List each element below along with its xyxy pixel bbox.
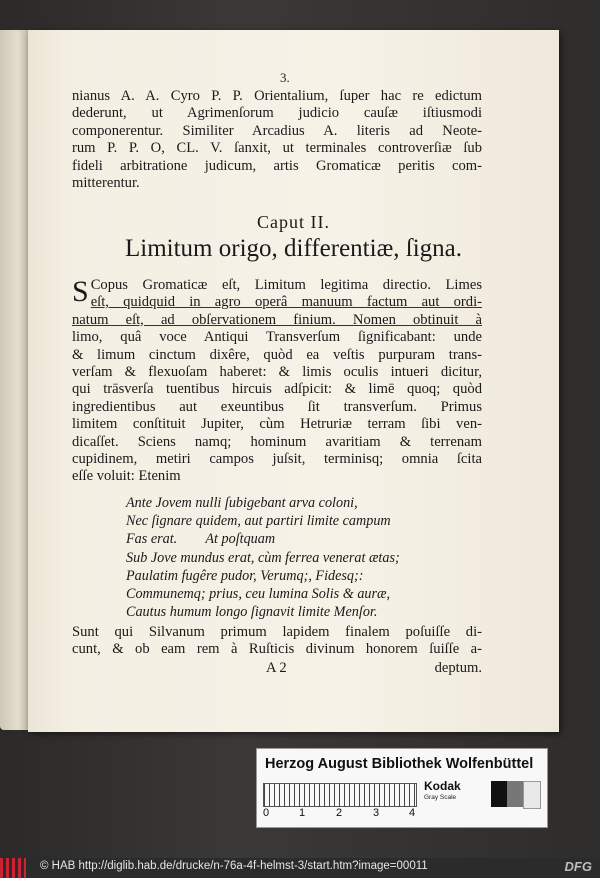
- kodak-logo: Kodak: [424, 779, 461, 793]
- ruler-number: 3: [373, 807, 380, 819]
- page-number: 3.: [280, 70, 290, 85]
- text-line: limo, quâ voce Antiqui Transverſum ſignificabant: unde: [72, 329, 482, 346]
- chapter-subtitle: Limitum origo, differentiæ, ſigna.: [125, 235, 462, 262]
- ruler-number: 1: [299, 807, 306, 819]
- footer-bar: [0, 858, 600, 878]
- dfg-logo: DFG: [564, 859, 592, 874]
- copyright-url[interactable]: © HAB http://diglib.hab.de/drucke/n-76a-4f-helmst-3/start.htm?image=00011: [40, 860, 428, 872]
- verse-line: Sub Jove mundus erat, cùm ferrea venerat ætas;: [126, 549, 400, 566]
- text-line: eſſe voluit: Etenim: [72, 468, 181, 485]
- verse-line: Ante Jovem nulli ſubigebant arva coloni,: [126, 495, 358, 511]
- text-line: nianus A. A. Cyro P. P. Orientalium, ſuper hac re edictum: [72, 88, 482, 104]
- ruler-number: 0: [263, 807, 270, 819]
- verse-line: Fas erat. At poſtquam: [126, 531, 276, 548]
- verse-line: Communemq; prius, ceu lumina Solis & auræ,: [126, 586, 391, 603]
- text-line: & limum cinctum dixêre, quòd ea veſtis purpuram trans-: [72, 346, 482, 363]
- signature-mark: A 2: [266, 660, 287, 676]
- text-line: eſt, quidquid in agro operâ manuum factum aut ordi-: [90, 294, 482, 311]
- text-line: cupidinem, metiri campos juſsit, terminisq; omnia ſcita: [72, 451, 482, 468]
- ruler-number: 4: [409, 807, 416, 819]
- text-line: Copus Gromaticæ eſt, Limitum legitima directio. Limes: [90, 277, 482, 293]
- color-strip: [0, 858, 26, 878]
- text-line: dederunt, ut Agrimenſorum judicio cauſæ iſtiusmodi: [72, 105, 482, 122]
- ruler-scale: [263, 783, 417, 807]
- text-line: fideli arbitratione judicum, artis Gromaticæ peritis com-: [72, 157, 482, 174]
- text-line: componerentur. Similiter Arcadius A. literis ad Neote-: [72, 122, 482, 139]
- body-paragraph: [72, 277, 482, 486]
- text-line: limitem conſtituit Jupiter, cùm Hetruriæ terram ſibi ven-: [72, 416, 482, 433]
- text-line: natum eſt, ad obſervationem finium. Nomen obtinuit à: [72, 311, 482, 328]
- book-page: [28, 30, 559, 732]
- intro-paragraph: [72, 88, 482, 192]
- ruler-number: 2: [336, 807, 343, 819]
- text-line: mitterentur.: [72, 175, 140, 192]
- text-line: Sunt qui Silvanum primum lapidem finalem poſuiſſe di-: [72, 624, 482, 640]
- grayscale-label: Gray Scale: [424, 794, 457, 801]
- drop-cap: S: [72, 275, 89, 308]
- text-line: cunt, & ob eam rem à Ruſticis divinum honorem ſuiſſe a-: [72, 641, 482, 658]
- text-line: ingredientibus aut exeuntibus ſit transverſum. Primus: [72, 398, 482, 415]
- verse-line: Cautus humum longo ſignavit limite Menſor.: [126, 604, 378, 621]
- chapter-title: Caput II.: [257, 212, 330, 232]
- catchword: deptum.: [434, 660, 482, 676]
- library-name: Herzog August Bibliothek Wolfenbüttel: [265, 756, 534, 772]
- verse-line: Nec ſignare quidem, aut partiri limite campum: [126, 513, 391, 530]
- text-line: verſam & flexuoſam haberet: & limis oculis intueri dicitur,: [72, 364, 482, 381]
- gray-swatch: [523, 781, 541, 809]
- gray-swatch: [507, 781, 523, 807]
- verse-line: Paulatim fugêre pudor, Verumq;, Fidesq;:: [126, 567, 364, 584]
- color-calibration-card: [256, 748, 548, 828]
- verse-block: [126, 494, 400, 621]
- previous-page-edge: [0, 30, 30, 730]
- gray-swatch: [491, 781, 507, 807]
- text-line: rum P. P. O, CL. V. ſanxit, ut terminales controverſiæ ſub: [72, 140, 482, 157]
- closing-paragraph: [72, 624, 482, 659]
- text-line: qui trāsverſa tuentibus hircuis adſpicit: & limē quoq; quòd: [72, 381, 482, 398]
- text-line: dicaſſet. Sciens namq; hominum avaritiam & terrenam: [72, 433, 482, 450]
